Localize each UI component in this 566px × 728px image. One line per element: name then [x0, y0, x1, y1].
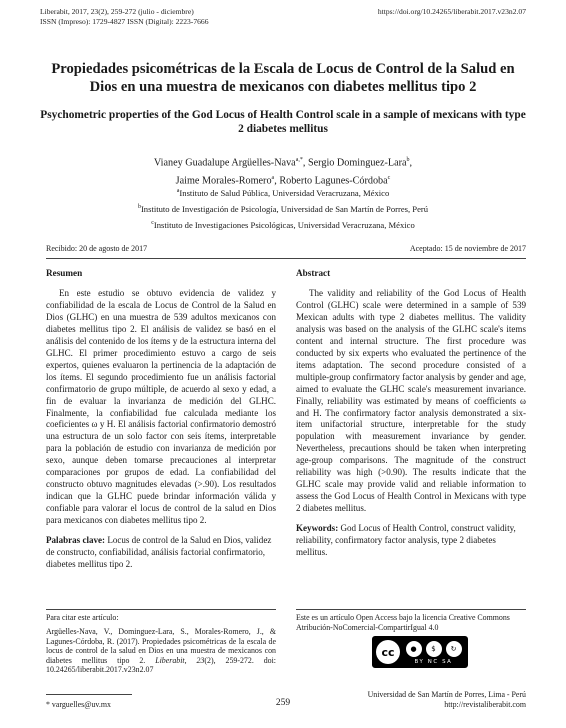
- title-spanish: Propiedades psicométricas de la Escala de Locus de Control de la Salud en Dios en una muestra de mexicanos con diabetes mellitus tipo 2: [51, 61, 515, 95]
- abstract-heading: Abstract: [296, 268, 331, 278]
- sa-label: SA: [442, 658, 453, 665]
- author-sup: a,*: [295, 157, 303, 163]
- journal-line-1: Liberabit, 2017, 23(2), 259-272 (julio - diciembre): [40, 7, 194, 16]
- affiliation-a: [40, 186, 526, 199]
- license-rule: [296, 609, 526, 610]
- citation-rule: [46, 609, 276, 610]
- publisher-url[interactable]: http://revistaliberabit.com: [444, 699, 526, 709]
- citation-journal: Liberabit, 23: [155, 655, 205, 665]
- accepted-date: Aceptado: 15 de noviembre de 2017: [409, 244, 526, 253]
- license-line-2: Atribución-NoComercial-CompartirIgual 4.0: [296, 622, 439, 632]
- publisher-info: [368, 690, 526, 709]
- abstract-keywords: [296, 523, 526, 559]
- author-name: Vianey Guadalupe Argüelles-Nava: [153, 157, 296, 169]
- affiliation-text: Instituto de Salud Pública, Universidad Veracruzana, México: [179, 187, 390, 198]
- keywords-text: God Locus of Health Control, construct validity, reliability, confirmatory factor analysis, type 2 diabetes mellitus.: [296, 523, 516, 558]
- affiliation-sup: c: [151, 220, 154, 226]
- citation-body: Argüelles-Nava, V., Dominguez-Lara, S., Morales-Romero, J., & Lagunes-Córdoba, R. (2017). Propiedades psicométricas de la escala de locus de control de la salud en Dios en una muestra de mexicanos con diabetes mellitus tipo 2.: [46, 627, 276, 665]
- author-sup: b: [406, 157, 410, 163]
- affiliation-text: Instituto de Investigación de Psicología, Universidad de San Martín de Porres, Perú: [140, 203, 429, 214]
- author-separator: ,: [409, 157, 413, 169]
- divider: [46, 258, 526, 259]
- nc-icon: $: [425, 640, 443, 658]
- resumen-keywords: [46, 535, 276, 571]
- citation-text: [46, 627, 276, 675]
- received-date: Recibido: 20 de agosto de 2017: [46, 244, 148, 253]
- keywords-text: Locus de control de la Salud en Dios, validez de constructo, confiabilidad, análisis factorial confirmatorio, diabetes mellitus tipo 2.: [46, 535, 272, 569]
- resumen-body: [46, 288, 276, 527]
- journal-info: [40, 7, 209, 26]
- by-icon: ●: [405, 640, 423, 658]
- publisher-name: Universidad de San Martín de Porres, Lima - Perú: [367, 690, 526, 699]
- cc-icon: cc: [376, 640, 400, 664]
- affiliation-sup: a: [176, 188, 180, 194]
- title-english: Psychometric properties of the God Locus of Health Control scale in a sample of mexicans with type 2 diabetes mellitus: [40, 109, 526, 135]
- author-list: [40, 153, 526, 189]
- page-number: 259: [275, 698, 291, 708]
- author-sup: c: [387, 175, 391, 182]
- author-name: Jaime Morales-Romero: [175, 175, 272, 187]
- by-label: BY: [414, 658, 425, 665]
- keywords-label: Keywords:: [296, 523, 339, 534]
- abstract-body: [296, 288, 526, 515]
- license-line-1: Este es un artículo Open Access bajo la licencia Creative Commons: [296, 613, 510, 622]
- affiliation-b: [40, 202, 526, 215]
- resumen-text: En este estudio se obtuvo evidencia de validez y confiabilidad de la escala de Locus de Control de la Salud en Dios (GLHC) en una muestra de 539 adultos mexicanos con diabetes mellitus tipo 2. El análisis de validez se basó en el análisis del contenido de los ítems y de la estructura interna del GLHC. El primer procedimiento estuvo a cargo de seis expertos, quienes evaluaron la pertinencia de la adaptación de los ítems. El segundo procedimiento fue un análisis factorial confirmatorio de grupo múltiple, de acuerdo al sexo y edad, a fin de evaluar la invarianza de medición del GLHC. Finalmente, la confiabilidad fue calculada mediante los coeficientes ω y H. El análisis factorial confirmatorio demostró una estructura de un solo factor con seis ítems, interpretable para la población de estudio con invarianza de medición por sexo, aunque deben tomarse precauciones al interpretar comparaciones por grupos de edad. La confiabilidad del constructo obtuvo magnitudes elevadas (>.90). Los resultados indican que la GLHC puede brindar información válida y confiable para valorar el locus de control de la salud en Dios para mexicanos con diabetes mellitus tipo 2.: [46, 288, 276, 526]
- author-name: Roberto Lagunes-Córdoba: [279, 175, 388, 187]
- author-name: Sergio Dominguez-Lara: [307, 157, 407, 169]
- footnote-rule: [46, 694, 132, 695]
- license-text: [296, 613, 536, 632]
- citation-tail: (2), 259-272. doi: 10.24265/liberabit.2017.v23n2.07: [46, 655, 276, 675]
- corresponding-email[interactable]: * varguelles@uv.mx: [46, 700, 111, 709]
- cc-license-badge[interactable]: [372, 636, 468, 668]
- abstract-text: The validity and reliability of the God Locus of Health Control (GLHC) scale were determined in a sample of 539 Mexican adults with type 2 diabetes mellitus. The validity analysis was based on the analysis of the GLHC scale's items content and internal structure. The first procedure was conducted by six experts who evaluated the pertinence of the items adaptation. The second procedure consisted of a multiple-group confirmatory factor analysis by gender and age, aimed to evaluate the GLHC scale's measurement invariance. Finally, reliability was estimated by means of coefficients ω and H. The confirmatory factor analysis demonstrated a six-item unifactorial structure, interpretable for the study population with measurement invariance by gender. Nevertheless, precautions should be taken when interpreting age-group comparisons. The magnitude of the construct reliability was high (>0.90). The results indicate that the GLHC scale may provide valid and reliable information to assess the God Locus of Health Control in Mexicans with type 2 diabetes mellitus.: [296, 288, 526, 514]
- author-separator: ,: [274, 175, 280, 187]
- affiliation-c: [40, 218, 526, 231]
- abstract-section: [296, 268, 526, 559]
- affiliation-sup: b: [137, 204, 141, 210]
- sa-icon: ↻: [445, 640, 463, 658]
- affiliation-text: Instituto de Investigaciones Psicológicas, Universidad Veracruzana, México: [153, 219, 415, 230]
- journal-line-2: ISSN (Impreso): 1729-4827 ISSN (Digital): 2223-7666: [40, 16, 209, 26]
- resumen-heading: Resumen: [46, 268, 83, 278]
- resumen-section: [46, 268, 276, 571]
- nc-label: NC: [427, 658, 439, 665]
- author-sup: a: [271, 175, 275, 182]
- citation-label: Para citar este artículo:: [46, 613, 119, 622]
- author-separator: ,: [302, 157, 308, 169]
- doi-link[interactable]: https://doi.org/10.24265/liberabit.2017.v23n2.07: [377, 7, 526, 16]
- cc-icon-labels: [415, 659, 453, 665]
- keywords-label: Palabras clave:: [46, 535, 106, 546]
